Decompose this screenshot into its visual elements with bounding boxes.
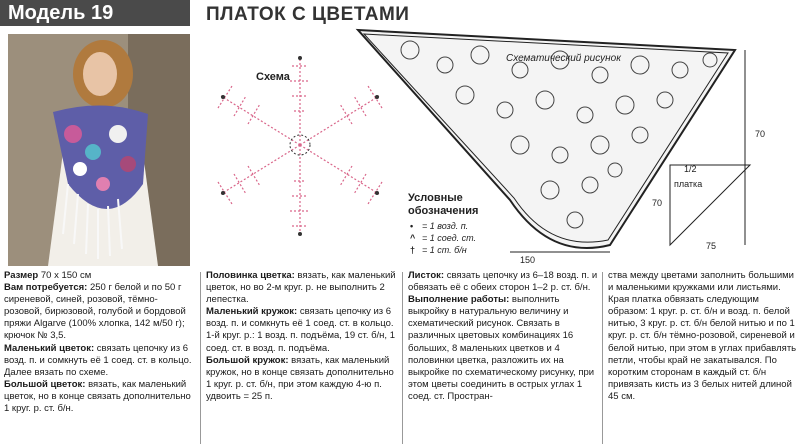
dim-top-right: 70: [755, 129, 766, 139]
dim-half: 1/2: [684, 164, 697, 174]
legend-item: [410, 245, 467, 256]
size-text: 70 х 150 см: [38, 270, 92, 281]
legend-text: = 1 соед. ст.: [422, 233, 477, 243]
small-flower-text: связать цепочку из 6 возд. п. и сомкнуть её 1 соед. ст. в кольцо. Далее вязать по схеме.: [4, 342, 192, 378]
legend-item: [410, 221, 468, 232]
page-title: ПЛАТОК С ЦВЕТАМИ: [206, 4, 410, 25]
materials-text: 250 г белой и по 50 г сиреневой, синей, розовой, тёмно-розовой, бирюзовой, голубой и бордовой пряжи Algarve (100% хлопка, 142 м/50 г); крючок № 3,5.: [4, 282, 186, 342]
small-circle-label: Маленький кружок:: [206, 306, 298, 318]
dim-bottom-left: 150: [520, 255, 536, 265]
single-crochet-icon: †: [410, 245, 416, 255]
size-label: Размер: [4, 270, 39, 281]
text-column-1: [4, 270, 194, 415]
text-column-2: [206, 270, 398, 403]
column-divider: [602, 272, 603, 444]
big-circle-text: вязать, как маленький кружок, но в конце связать дополнительно 1 круг. р. ст. б/н, при этом каждую 4-ю п. удвоить = 25 п.: [206, 354, 394, 402]
big-flower-label: Большой цветок:: [4, 378, 86, 390]
dim-bottom-right: 75: [706, 241, 717, 251]
small-circle-text: связать цепочку из 6 возд. п. и сомкнуть её 1 соед. ст. в кольцо. 1-й круг. р.: 1 возд. п. подъёма, 19 ст. б/н, 1 соед. ст. в возд. п. подъёма.: [206, 306, 395, 354]
leaf-text: связать цепочку из 6–18 возд. п. и обвязать её с обеих сторон 1–2 р. ст. б/н.: [408, 270, 598, 294]
big-circle-label: Большой кружок:: [206, 354, 289, 366]
slip-stitch-icon: ^: [410, 233, 416, 243]
materials-label: Вам потребуется:: [4, 282, 88, 294]
shawl-caption: Схематический рисунок: [506, 53, 621, 64]
legend-item: [410, 233, 476, 244]
assembly-label: Выполнение работы:: [408, 294, 510, 306]
column-divider: [200, 272, 201, 444]
legend-text: = 1 ст. б/н: [422, 245, 467, 255]
column-divider: [402, 272, 403, 444]
text-column-4: [608, 270, 798, 403]
dim-half-label: платка: [674, 179, 703, 189]
legend-title-line2: обозначения: [408, 205, 479, 217]
big-flower-text: вязать, как маленький цветок, но в конце связать дополнительно 1 круг. р. ст. б/н.: [4, 378, 191, 415]
half-flower-label: Половинка цветка:: [206, 270, 295, 281]
diagram-title: Схема: [256, 71, 290, 83]
legend-title-line1: Условные: [408, 192, 463, 204]
leaf-label: Листок:: [408, 270, 445, 281]
legend-title: [408, 192, 478, 218]
model-label: Модель 19: [0, 0, 190, 26]
legend-text: = 1 возд. п.: [422, 221, 469, 231]
model-photo: [8, 34, 190, 266]
assembly-text: выполнить выкройку в натуральную величину и схематический рисунок. Связать в различных цветовых комбинациях 16 больших, 8 маленьких цветков и 4 половинки цветка, разложить их на выкройке по схематическому рисунку, при этом цветы соединить в острых углах 1 соед. ст. Простран-: [408, 294, 595, 402]
chain-stitch-icon: •: [410, 221, 414, 231]
assembly-text-continued: ства между цветами заполнить большими и маленькими кружками или листьями. Края платка обвязать следующим образом: 1 круг. р. ст. б/н и возд. п. белой нитью, 3 круг. р. ст. б/н белой нитью и по 1 круг. р. ст. б/н тёмно-розовой, сиреневой и белой нитью, при этом в углах прибавлять петли, чтобы край не закатывался. По коротким сторонам в каждый ст. б/н привязать кисть из 3 белых нитей длиной 45 см.: [608, 270, 797, 402]
small-flower-label: Маленький цветок:: [4, 342, 95, 354]
dim-left: 70: [652, 198, 663, 208]
half-flower-text: вязать, как маленький цветок, но во 2-м круг. р. не выполнить 2 лепестка.: [206, 270, 396, 306]
text-column-3: [408, 270, 598, 403]
